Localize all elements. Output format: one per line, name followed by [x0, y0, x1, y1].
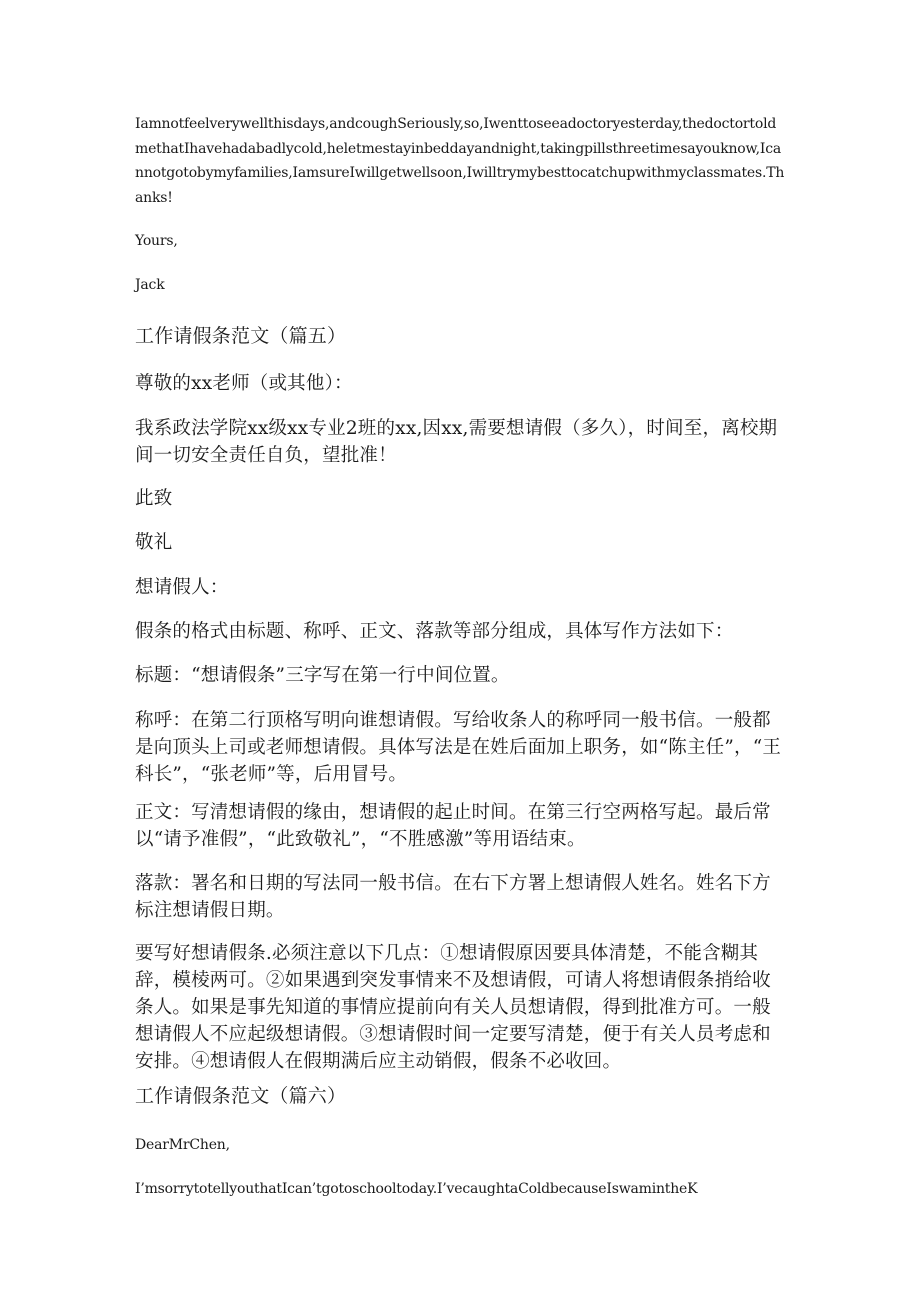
letter-greeting: 尊敬的xx老师（或其他）：: [135, 373, 353, 394]
letter-signature: Jack: [135, 277, 165, 293]
title-rule: 标题：“想请假条”三字写在第一行中间位置。: [135, 665, 510, 686]
section-heading-5: 工作请假条范文（篇五）: [135, 325, 347, 347]
letter-closing: Yours,: [135, 233, 178, 249]
closing-cizhi: 此致: [135, 488, 173, 509]
letter2-salutation: DearMrChen,: [135, 1137, 230, 1153]
section-heading-6: 工作请假条范文（篇六）: [135, 1085, 347, 1107]
applicant-line: 想请假人：: [135, 577, 229, 598]
closing-jingli: 敬礼: [135, 532, 173, 553]
body-rule: 正文：写清想请假的缘由，想请假的起止时间。在第三行空两格写起。最后常以“请予准假”，“此致敬礼”，“不胜感激”等用语结束。: [135, 802, 771, 850]
writing-notes: 要写好想请假条.必须注意以下几点：①想请假原因要具体清楚，不能含糊其辞，模棱两可。②如果遇到突发事情来不及想请假，可请人将想请假条捎给收条人。如果是事先知道的事情应提前向有关人员想请假，得到批准方可。一般想请假人不应起级想请假。③想请假时间一定要写清楚，便于有关人员考虑和安排。④想请假人在假期满后应主动销假，假条不必收回。: [135, 943, 771, 1072]
english-letter-paragraph: Iamnotfeelverywellthisdays,andcoughSeriously,so,Iwenttoseeadoctoryesterday,thedoctortoldmethatIhavehadabadlycold,heletmestayinbeddayandnight,takingpillsthreetimesayouknow,Icannotgotobymyfamilies,IamsureIwillgetwellsoon,Iwilltrymybesttocatchupwithmyclassmates.Thanks!: [135, 116, 785, 206]
letter-body: 我系政法学院xx级xx专业2班的xx,因xx,需要想请假（多久），时间至，离校期间一切安全责任自负，望批准！: [135, 418, 778, 466]
signature-rule: 落款：署名和日期的写法同一般书信。在右下方署上想请假人姓名。姓名下方标注想请假日期。: [135, 873, 771, 921]
letter2-body: I’msorrytotellyouthatIcan’tgotoschooltoday.I’vecaughtaColdbecauseIswamintheK: [135, 1181, 698, 1197]
salutation-rule: 称呼：在第二行顶格写明向谁想请假。写给收条人的称呼同一般书信。一般都是向顶头上司或老师想请假。具体写法是在姓后面加上职务，如“陈主任”，“王科长”，“张老师”等，后用冒号。: [135, 710, 782, 785]
format-intro: 假条的格式由标题、称呼、正文、落款等部分组成，具体写作方法如下：: [135, 621, 734, 642]
